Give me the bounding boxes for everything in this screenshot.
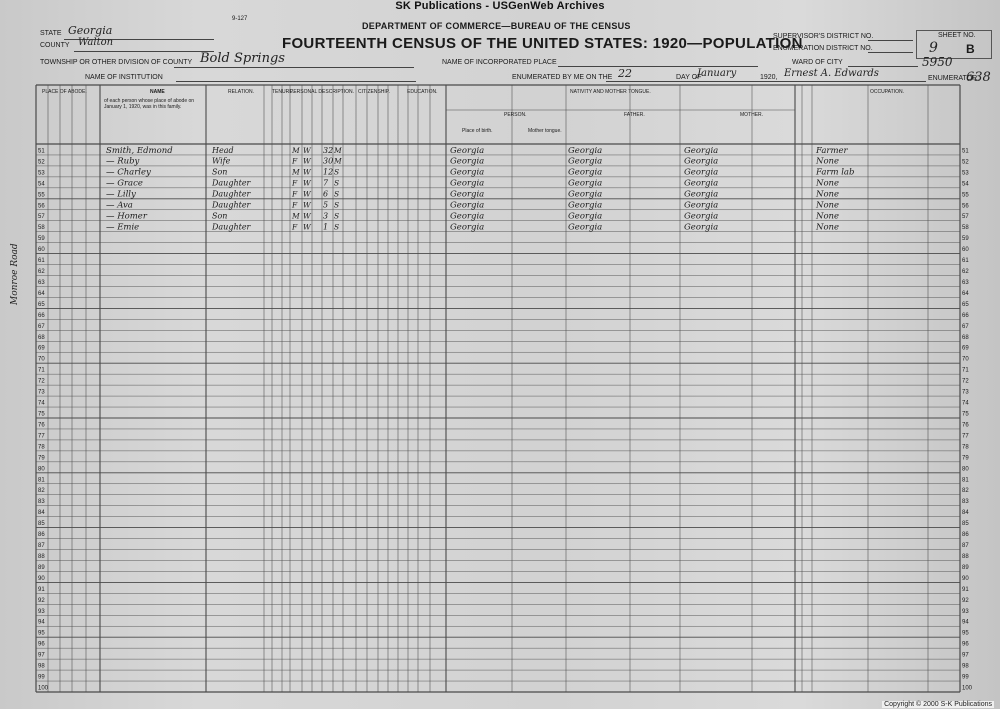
entry-marital: S — [334, 222, 340, 232]
col-group-nativity: NATIVITY AND MOTHER TONGUE. — [570, 89, 651, 95]
entry-occupation: None — [816, 211, 840, 222]
entry-name: — Ava — [106, 200, 133, 211]
row-number-left: 81 — [38, 477, 45, 484]
row-number-right: 52 — [962, 159, 969, 166]
row-number-left: 73 — [38, 389, 45, 396]
incorporated-label: NAME OF INCORPORATED PLACE — [442, 59, 557, 66]
row-number-left: 63 — [38, 279, 45, 286]
entry-relation: Daughter — [212, 189, 251, 199]
entry-birthplace: Georgia — [450, 167, 485, 178]
row-number-left: 91 — [38, 586, 45, 593]
row-number-right: 75 — [962, 411, 969, 418]
row-number-left: 56 — [38, 203, 45, 210]
day-of-label: DAY OF — [676, 74, 702, 81]
entry-race: W — [303, 156, 311, 166]
entry-relation: Wife — [212, 156, 231, 166]
mother-tongue-label: Mother tongue. — [528, 128, 562, 134]
sub-mother: MOTHER. — [740, 112, 764, 118]
entry-age: 5 — [323, 200, 329, 210]
entry-sex: F — [292, 222, 298, 232]
entry-relation: Head — [212, 145, 234, 155]
day-value: 22 — [618, 67, 632, 80]
entry-relation: Daughter — [212, 200, 251, 210]
row-number-right: 65 — [962, 301, 969, 308]
row-number-right: 51 — [962, 148, 969, 155]
row-number-left: 72 — [38, 378, 45, 385]
row-number-left: 82 — [38, 488, 45, 495]
row-number-right: 89 — [962, 564, 969, 571]
entry-occupation: None — [816, 189, 840, 200]
row-number-left: 84 — [38, 510, 45, 517]
place-of-birth-label: Place of birth. — [462, 128, 493, 134]
entry-occupation: None — [816, 178, 840, 189]
entry-mother-birthplace: Georgia — [684, 145, 719, 156]
entry-birthplace: Georgia — [450, 156, 485, 167]
row-number-left: 65 — [38, 301, 45, 308]
entry-occupation: None — [816, 156, 840, 167]
row-number-left: 78 — [38, 444, 45, 451]
copyright-notice: Copyright © 2000 S-K Publications — [884, 701, 992, 708]
ward-label: WARD OF CITY — [792, 59, 843, 66]
entry-father-birthplace: Georgia — [568, 211, 603, 222]
entry-relation: Son — [212, 211, 228, 221]
page-title: FOURTEENTH CENSUS OF THE UNITED STATES: 1920—POPULATION — [282, 35, 803, 52]
row-number-right: 61 — [962, 258, 969, 265]
form-number: 9-127 — [232, 16, 248, 22]
row-number-right: 73 — [962, 389, 969, 396]
entry-occupation: None — [816, 222, 840, 233]
entry-age: 3 — [323, 211, 329, 221]
entry-name: — Charley — [106, 167, 151, 178]
row-number-right: 66 — [962, 312, 969, 319]
row-number-left: 71 — [38, 367, 45, 374]
row-number-left: 83 — [38, 499, 45, 506]
row-number-right: 91 — [962, 586, 969, 593]
entry-race: W — [303, 178, 311, 188]
row-number-right: 78 — [962, 444, 969, 451]
row-number-right: 88 — [962, 553, 969, 560]
entry-birthplace: Georgia — [450, 200, 485, 211]
row-number-left: 60 — [38, 247, 45, 254]
row-number-right: 76 — [962, 422, 969, 429]
entry-birthplace: Georgia — [450, 211, 485, 222]
entry-age: 30 — [323, 156, 334, 166]
entry-sex: F — [292, 189, 298, 199]
row-number-right: 77 — [962, 433, 969, 440]
entry-name: Smith, Edmond — [106, 145, 173, 156]
entry-name: — Ruby — [106, 156, 140, 167]
entry-marital: M — [334, 156, 342, 166]
row-number-left: 58 — [38, 225, 45, 232]
row-number-right: 90 — [962, 575, 969, 582]
entry-birthplace: Georgia — [450, 189, 485, 200]
entry-name: — Emie — [106, 222, 140, 233]
row-number-left: 92 — [38, 597, 45, 604]
row-number-left: 76 — [38, 422, 45, 429]
row-number-left: 68 — [38, 334, 45, 341]
col-group-tenure: TENURE. — [272, 89, 294, 95]
entry-mother-birthplace: Georgia — [684, 189, 719, 200]
entry-name: — Lilly — [106, 189, 136, 200]
entry-sex: M — [292, 145, 300, 155]
row-number-left: 52 — [38, 159, 45, 166]
entry-father-birthplace: Georgia — [568, 200, 603, 211]
entry-mother-birthplace: Georgia — [684, 211, 719, 222]
enumerated-label: ENUMERATED BY ME ON THE — [512, 74, 613, 81]
sub-person: PERSON. — [504, 112, 527, 118]
row-number-left: 55 — [38, 192, 45, 199]
entry-relation: Son — [212, 167, 228, 177]
row-number-right: 71 — [962, 367, 969, 374]
entry-occupation: None — [816, 200, 840, 211]
row-number-left: 97 — [38, 652, 45, 659]
row-number-right: 70 — [962, 356, 969, 363]
row-number-left: 79 — [38, 455, 45, 462]
col-group-personal: PERSONAL DESCRIPTION. — [290, 89, 354, 95]
row-number-right: 74 — [962, 400, 969, 407]
archive-banner: SK Publications - USGenWeb Archives — [395, 0, 605, 12]
entry-name: — Homer — [106, 211, 147, 222]
entry-sex: F — [292, 178, 298, 188]
row-number-right: 67 — [962, 323, 969, 330]
entry-father-birthplace: Georgia — [568, 222, 603, 233]
row-number-right: 97 — [962, 652, 969, 659]
row-number-left: 57 — [38, 214, 45, 221]
row-number-left: 85 — [38, 521, 45, 528]
entry-race: W — [303, 200, 311, 210]
row-number-right: 81 — [962, 477, 969, 484]
entry-sex: M — [292, 211, 300, 221]
row-number-left: 90 — [38, 575, 45, 582]
sheet-letter: B — [966, 42, 975, 56]
row-number-left: 75 — [38, 411, 45, 418]
entry-race: W — [303, 189, 311, 199]
entry-father-birthplace: Georgia — [568, 145, 603, 156]
row-number-left: 51 — [38, 148, 45, 155]
row-number-left: 54 — [38, 181, 45, 188]
row-number-left: 53 — [38, 170, 45, 177]
entry-marital: S — [334, 200, 340, 210]
entry-age: 6 — [323, 189, 329, 199]
row-number-right: 95 — [962, 630, 969, 637]
entry-occupation: Farmer — [816, 145, 848, 156]
row-number-right: 82 — [962, 488, 969, 495]
month-value: January — [697, 68, 737, 79]
row-number-right: 80 — [962, 466, 969, 473]
row-number-left: 99 — [38, 674, 45, 681]
entry-father-birthplace: Georgia — [568, 189, 603, 200]
entry-race: W — [303, 211, 311, 221]
enumeration-label: ENUMERATION DISTRICT NO. — [773, 45, 873, 52]
entry-age: 7 — [323, 178, 329, 188]
township-value: Bold Springs — [200, 51, 285, 66]
row-number-right: 83 — [962, 499, 969, 506]
county-value: Walton — [78, 37, 114, 48]
row-number-right: 63 — [962, 279, 969, 286]
entry-mother-birthplace: Georgia — [684, 156, 719, 167]
row-number-left: 96 — [38, 641, 45, 648]
row-number-left: 69 — [38, 345, 45, 352]
side-number-1: 5950 — [922, 55, 953, 69]
entry-occupation: Farm lab — [816, 167, 855, 178]
entry-father-birthplace: Georgia — [568, 178, 603, 189]
row-number-left: 70 — [38, 356, 45, 363]
row-number-right: 92 — [962, 597, 969, 604]
state-value: Georgia — [68, 24, 113, 37]
row-number-right: 72 — [962, 378, 969, 385]
col-group-abode: PLACE OF ABODE. — [42, 89, 87, 95]
row-number-left: 62 — [38, 269, 45, 276]
row-number-left: 86 — [38, 532, 45, 539]
row-number-right: 87 — [962, 543, 969, 550]
entry-father-birthplace: Georgia — [568, 156, 603, 167]
col-group-education: EDUCATION. — [407, 89, 438, 95]
entry-marital: S — [334, 211, 340, 221]
entry-sex: F — [292, 156, 298, 166]
row-number-left: 80 — [38, 466, 45, 473]
row-number-left: 89 — [38, 564, 45, 571]
row-number-right: 85 — [962, 521, 969, 528]
entry-race: W — [303, 167, 311, 177]
entry-name: — Grace — [106, 178, 143, 189]
department-heading: DEPARTMENT OF COMMERCE—BUREAU OF THE CENSUS — [362, 21, 631, 31]
entry-relation: Daughter — [212, 178, 251, 188]
row-number-right: 100 — [962, 685, 973, 692]
sub-father: FATHER. — [624, 112, 645, 118]
county-label: COUNTY — [40, 42, 70, 49]
institution-label: NAME OF INSTITUTION — [85, 74, 163, 81]
row-number-left: 93 — [38, 608, 45, 615]
row-number-left: 61 — [38, 258, 45, 265]
entry-mother-birthplace: Georgia — [684, 178, 719, 189]
row-number-right: 60 — [962, 247, 969, 254]
row-number-right: 98 — [962, 663, 969, 670]
entry-marital: S — [334, 167, 340, 177]
row-number-right: 69 — [962, 345, 969, 352]
entry-sex: M — [292, 167, 300, 177]
row-number-left: 59 — [38, 236, 45, 243]
side-number-2: 638 — [966, 70, 991, 85]
entry-age: 12 — [323, 167, 334, 177]
margin-note: Monroe Road — [10, 243, 20, 305]
entry-sex: F — [292, 200, 298, 210]
row-number-left: 95 — [38, 630, 45, 637]
col-group-name: NAME — [150, 89, 165, 95]
row-number-right: 99 — [962, 674, 969, 681]
entry-race: W — [303, 222, 311, 232]
row-number-right: 59 — [962, 236, 969, 243]
row-number-left: 87 — [38, 543, 45, 550]
state-label: STATE — [40, 30, 62, 37]
col-group-occupation: OCCUPATION. — [870, 89, 904, 95]
row-number-right: 79 — [962, 455, 969, 462]
row-number-right: 68 — [962, 334, 969, 341]
entry-race: W — [303, 145, 311, 155]
row-number-right: 93 — [962, 608, 969, 615]
col-group-relation: RELATION. — [228, 89, 255, 95]
row-number-left: 88 — [38, 553, 45, 560]
enumerator-label: ENUMERATOR. — [928, 75, 980, 82]
entry-birthplace: Georgia — [450, 222, 485, 233]
entry-marital: S — [334, 178, 340, 188]
row-number-right: 53 — [962, 170, 969, 177]
row-number-right: 55 — [962, 192, 969, 199]
entry-marital: M — [334, 145, 342, 155]
row-number-left: 67 — [38, 323, 45, 330]
entry-birthplace: Georgia — [450, 178, 485, 189]
supervisor-label: SUPERVISOR'S DISTRICT NO. — [773, 33, 874, 40]
row-number-right: 58 — [962, 225, 969, 232]
row-number-right: 96 — [962, 641, 969, 648]
year-label: 1920, — [760, 74, 778, 81]
entry-relation: Daughter — [212, 222, 251, 232]
entry-father-birthplace: Georgia — [568, 167, 603, 178]
row-number-right: 56 — [962, 203, 969, 210]
row-number-right: 86 — [962, 532, 969, 539]
row-number-right: 64 — [962, 290, 969, 297]
row-number-right: 94 — [962, 619, 969, 626]
row-number-right: 57 — [962, 214, 969, 221]
township-label: TOWNSHIP OR OTHER DIVISION OF COUNTY — [40, 59, 193, 66]
row-number-left: 98 — [38, 663, 45, 670]
row-number-left: 94 — [38, 619, 45, 626]
row-number-left: 66 — [38, 312, 45, 319]
entry-marital: S — [334, 189, 340, 199]
entry-birthplace: Georgia — [450, 145, 485, 156]
entry-mother-birthplace: Georgia — [684, 200, 719, 211]
entry-mother-birthplace: Georgia — [684, 222, 719, 233]
sheet-value: 9 — [929, 40, 938, 56]
row-number-right: 54 — [962, 181, 969, 188]
col-group-citizenship: CITIZENSHIP. — [358, 89, 390, 95]
row-number-right: 62 — [962, 269, 969, 276]
name-column-header: of each person whose place of abode on January 1, 1920, was in this family. — [104, 98, 195, 110]
entry-mother-birthplace: Georgia — [684, 167, 719, 178]
entry-age: 1 — [323, 222, 329, 232]
sheet-label: SHEET NO. — [938, 32, 976, 39]
enumerator-value: Ernest A. Edwards — [784, 68, 879, 79]
row-number-right: 84 — [962, 510, 969, 517]
row-number-left: 74 — [38, 400, 45, 407]
entry-age: 32 — [323, 145, 334, 155]
row-number-left: 77 — [38, 433, 45, 440]
row-number-left: 64 — [38, 290, 45, 297]
row-number-left: 100 — [38, 685, 49, 692]
